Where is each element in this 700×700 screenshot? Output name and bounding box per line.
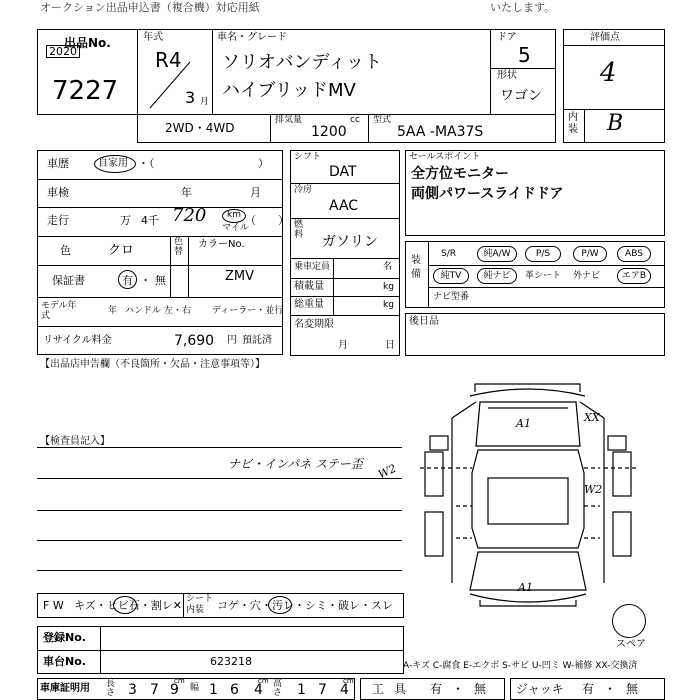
spare-label: スペア bbox=[616, 639, 646, 650]
recycle-value: 7,690 bbox=[174, 333, 215, 349]
equip-ps: P/S bbox=[525, 246, 561, 262]
lot-number: 7227 bbox=[52, 76, 119, 106]
tools-no: 無 bbox=[474, 682, 487, 696]
ac-label: 冷房 bbox=[294, 185, 313, 195]
model-row-dealer: ディーラー・並行 bbox=[212, 306, 284, 316]
detail-table bbox=[37, 150, 283, 355]
equip-ext-navi: 外ナビ bbox=[573, 271, 601, 281]
fw-label: F W bbox=[43, 599, 64, 612]
interior-label: 内装 bbox=[568, 112, 578, 135]
mark-w2-right: W2 bbox=[584, 483, 603, 496]
load-unit: kg bbox=[383, 282, 394, 292]
wid-d3: 4 bbox=[254, 682, 263, 698]
equip-navi: 純ナビ bbox=[477, 268, 517, 284]
history-rest: ・（ bbox=[138, 157, 155, 170]
len-d1: 3 bbox=[128, 682, 137, 698]
score-value: 4 bbox=[600, 58, 617, 88]
inspection-year: 年 bbox=[181, 186, 192, 199]
mileage-hand: 720 bbox=[172, 205, 207, 226]
registration-label: 登録No. bbox=[43, 631, 86, 644]
capacity-unit: 名 bbox=[383, 262, 393, 272]
hgt-d1: 1 bbox=[297, 682, 306, 698]
model-year-era: R4 bbox=[155, 48, 182, 72]
model-year-month-unit: 月 bbox=[200, 97, 210, 107]
wid-label: 幅 bbox=[190, 683, 200, 693]
jack-no: 無 bbox=[626, 682, 639, 696]
mileage-label: 走行 bbox=[47, 214, 69, 227]
doors-label: ドア bbox=[497, 32, 517, 43]
history-close: ） bbox=[258, 157, 269, 170]
name-change-label: 名変期限 bbox=[294, 319, 334, 330]
recycle-deposit: 預託済 bbox=[242, 335, 272, 346]
equip-airbag: エアB bbox=[617, 268, 651, 284]
lot-label: 出品No. bbox=[64, 36, 111, 50]
recycle-unit: 円 bbox=[227, 335, 237, 346]
score-label: 評価点 bbox=[590, 32, 620, 43]
load-label: 積載量 bbox=[294, 281, 324, 292]
shape-value: ワゴン bbox=[500, 88, 542, 104]
color-label: 色 bbox=[60, 244, 71, 257]
certificate-label: 車庫証明用 bbox=[40, 683, 90, 694]
fw-circle bbox=[113, 596, 137, 614]
mark-xx: XX bbox=[584, 411, 600, 424]
jack-yes: 有 bbox=[582, 682, 595, 696]
model-row-handle: ハンドル bbox=[125, 306, 162, 316]
name-change-month: 月 bbox=[338, 340, 348, 351]
equip-navi-model-label: ナビ型番 bbox=[433, 292, 470, 302]
warranty-yes: 有 bbox=[122, 274, 133, 287]
color-no-value: ZMV bbox=[225, 269, 255, 284]
hgt-d2: 7 bbox=[318, 682, 327, 698]
recycle-label: リサイクル料金 bbox=[43, 335, 112, 346]
seat-label: シート bbox=[186, 594, 214, 604]
wid-d2: 6 bbox=[230, 682, 239, 698]
gross-label: 総重量 bbox=[294, 299, 324, 310]
name-change-day: 日 bbox=[385, 340, 395, 351]
sales-point-label: セールスポイント bbox=[409, 152, 481, 162]
len-unit: cm bbox=[174, 677, 185, 685]
lot-year-stamp: 2020 bbox=[46, 45, 80, 58]
fw-items: キズ・ヒビ石・割レ✕ bbox=[74, 599, 182, 612]
car-name-label: 車名・グレード bbox=[217, 32, 287, 43]
equip-tv: 純TV bbox=[433, 268, 469, 284]
displacement-value: 1200 bbox=[311, 124, 347, 140]
notes-label: 【出品店申告欄（不良箇所・欠品・注意事項等）】 bbox=[40, 359, 265, 370]
warranty-sep: ・ bbox=[140, 274, 151, 287]
fuel-label: 燃料 bbox=[294, 220, 304, 240]
sales-point-line1: 全方位モニター bbox=[411, 166, 509, 182]
equip-sr: S/R bbox=[441, 249, 456, 259]
header-line: オークション出品申込書（複合機）対応用紙 bbox=[40, 1, 260, 14]
wid-d1: 1 bbox=[209, 682, 218, 698]
spare-circle bbox=[612, 604, 646, 638]
wid-unit: cm bbox=[258, 677, 269, 685]
doors-value: 5 bbox=[518, 43, 531, 67]
model-code-label: 型式 bbox=[373, 115, 392, 125]
color-no-label: カラーNo. bbox=[198, 239, 245, 250]
color-change-label: 色替 bbox=[174, 237, 184, 257]
hgt-d3: 4 bbox=[340, 682, 349, 698]
hgt-unit: cm bbox=[343, 677, 354, 685]
seat-items: コゲ・穴・汚レ・シミ・破レ・スレ bbox=[217, 599, 393, 612]
tools-yes: 有 bbox=[430, 682, 443, 696]
after-fit-box bbox=[405, 313, 665, 356]
jack-sep: ・ bbox=[604, 682, 617, 696]
interior-value: B bbox=[607, 111, 624, 136]
chassis-value: 623218 bbox=[210, 655, 252, 668]
hgt-label: 高さ bbox=[273, 679, 283, 698]
seat-circle bbox=[268, 596, 292, 614]
tools-label: 工具 bbox=[372, 682, 417, 696]
color-value: クロ bbox=[108, 243, 135, 258]
diagram-side-note: W2 bbox=[376, 461, 399, 482]
shift-value: DAT bbox=[329, 164, 357, 180]
equipment-label: 装備 bbox=[411, 255, 421, 280]
mark-a1-rear: A1 bbox=[518, 581, 533, 594]
model-code-value: 5AA -MA37S bbox=[397, 124, 484, 140]
jack-label: ジャッキ bbox=[516, 682, 564, 696]
model-row-label: モデル年式 bbox=[41, 301, 77, 321]
displacement-label: 排気量 bbox=[275, 115, 303, 125]
header-right: いたします。 bbox=[490, 1, 556, 14]
history-value: 自家用 bbox=[98, 158, 128, 169]
inspection-month: 月 bbox=[250, 186, 261, 199]
shape-label: 形状 bbox=[497, 70, 517, 81]
equip-abs: ABS bbox=[617, 246, 651, 262]
tools-sep: ・ bbox=[452, 682, 465, 696]
fuel-value: ガソリン bbox=[322, 234, 378, 250]
ac-value: AAC bbox=[329, 198, 359, 214]
model-row-year: 年 bbox=[108, 306, 118, 316]
warranty-label: 保証書 bbox=[52, 274, 85, 287]
sales-point-line2: 両側パワースライドドア bbox=[411, 186, 564, 202]
mileage-unit1: 万 bbox=[120, 214, 131, 227]
gross-unit: kg bbox=[383, 300, 394, 310]
warranty-no: 無 bbox=[155, 274, 166, 287]
model-row-lr: 左・右 bbox=[164, 306, 192, 316]
model-year-label: 年式 bbox=[143, 32, 163, 43]
inspection-label: 車検 bbox=[47, 186, 69, 199]
legend: A-キズ C-腐食 E-エクボ S-サビ U-凹ミ W-補修 XX-交換済 bbox=[403, 661, 638, 671]
car-name-line2: ハイブリッドMV bbox=[222, 80, 356, 101]
mileage-unit-km: km bbox=[227, 210, 241, 220]
drive-label: 2WD・4WD bbox=[165, 121, 235, 135]
equip-awheel: 純A/W bbox=[477, 246, 517, 262]
chassis-label: 車台No. bbox=[43, 655, 86, 668]
seat-label2: 内装 bbox=[186, 605, 205, 615]
len-d2: 7 bbox=[150, 682, 159, 698]
inspector-label: 【検査員記入】 bbox=[40, 436, 110, 447]
mileage-value: 4千 bbox=[141, 214, 159, 227]
len-d3: 9 bbox=[170, 682, 179, 698]
len-label: 長さ bbox=[106, 679, 116, 698]
car-name-line1: ソリオバンディット bbox=[222, 52, 383, 73]
mileage-unit-mile: マイル bbox=[222, 223, 249, 233]
after-fit-label: 後日品 bbox=[409, 316, 439, 327]
model-year-month: 3 bbox=[185, 88, 196, 107]
history-label: 車歴 bbox=[47, 157, 69, 170]
inspector-remark: ナビ・インパネ ステー歪 bbox=[228, 457, 363, 471]
mark-a1-front: A1 bbox=[516, 417, 531, 430]
equip-pw: P/W bbox=[573, 246, 607, 262]
shift-label: シフト bbox=[294, 152, 322, 162]
equip-leather: 革シート bbox=[525, 271, 562, 281]
mileage-paren: （ ） bbox=[245, 214, 289, 227]
capacity-label: 乗車定員 bbox=[294, 262, 331, 272]
displacement-unit: cc bbox=[350, 115, 360, 125]
